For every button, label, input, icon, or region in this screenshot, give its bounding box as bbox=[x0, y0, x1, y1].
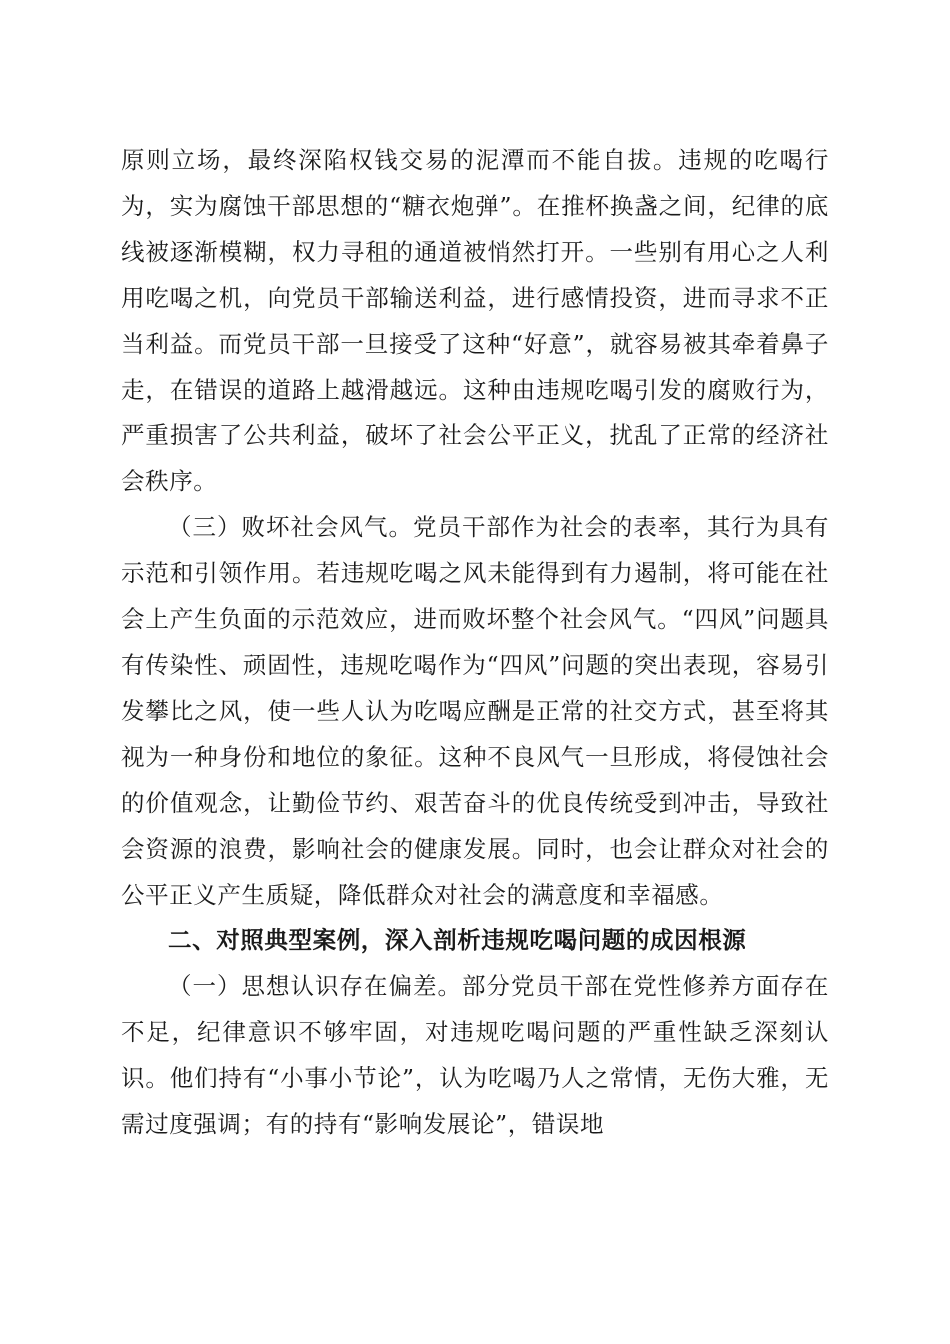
paragraph-continuation: 原则立场，最终深陷权钱交易的泥潭而不能自拔。违规的吃喝行为，实为腐蚀干部思想的“糖衣炮弹”。在推杯换盏之间，纪律的底线被逐渐模糊，权力寻租的通道被悄然打开。一些别有用心之人利用吃喝之机，向党员干部输送利益，进行感情投资，进而寻求不正当利益。而党员干部一旦接受了这种“好意”，就容易被其牵着鼻子走，在错误的道路上越滑越远。这种由违规吃喝引发的腐败行为，严重损害了公共利益，破坏了社会公平正义，扰乱了正常的经济社会秩序。 bbox=[121, 146, 829, 496]
paragraph-section-one: （一）思想认识存在偏差。部分党员干部在党性修养方面存在不足，纪律意识不够牢固，对违规吃喝问题的严重性缺乏深刻认识。他们持有“小事小节论”，认为吃喝乃人之常情，无伤大雅，无需过度强调；有的持有“影响发展论”，错误地 bbox=[121, 972, 829, 1139]
section-heading-two: 二、对照典型案例，深入剖析违规吃喝问题的成因根源 bbox=[168, 926, 747, 955]
paragraph-section-three: （三）败坏社会风气。党员干部作为社会的表率，其行为具有示范和引领作用。若违规吃喝之风未能得到有力遏制，将可能在社会上产生负面的示范效应，进而败坏整个社会风气。“四风”问题具有传染性、顽固性，违规吃喝作为“四风”问题的突出表现，容易引发攀比之风，使一些人认为吃喝应酬是正常的社交方式，甚至将其视为一种身份和地位的象征。这种不良风气一旦形成，将侵蚀社会的价值观念，让勤俭节约、艰苦奋斗的优良传统受到冲击，导致社会资源的浪费，影响社会的健康发展。同时，也会让群众对社会的公平正义产生质疑，降低群众对社会的满意度和幸福感。 bbox=[121, 513, 829, 909]
document-body bbox=[121, 138, 829, 1148]
